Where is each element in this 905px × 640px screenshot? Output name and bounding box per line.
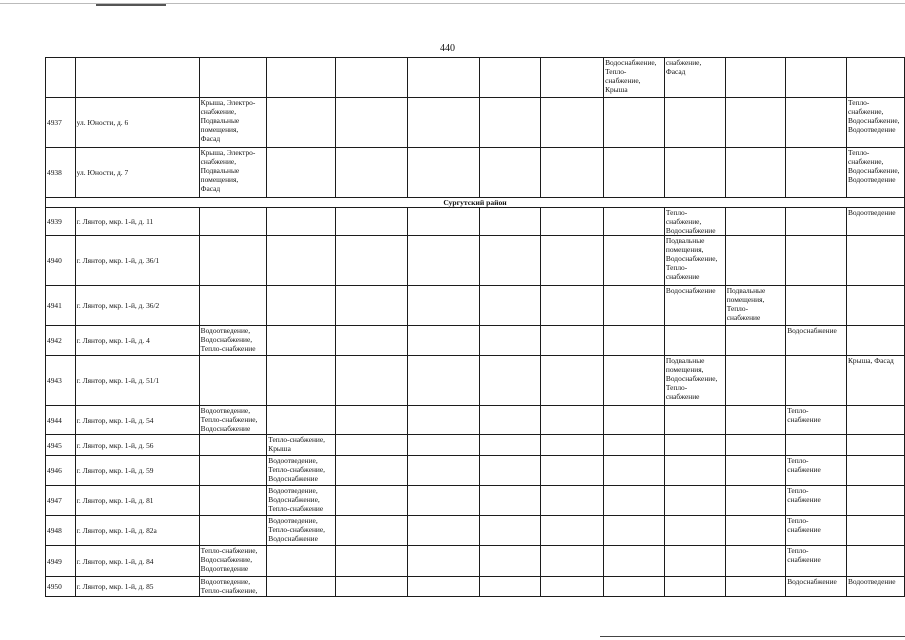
work-type-cell	[846, 326, 904, 356]
work-type-cell	[408, 435, 480, 456]
work-type-cell: Водоотведение, Тепло-снабжение,	[199, 577, 267, 597]
work-type-cell	[267, 577, 336, 597]
work-type-cell	[480, 456, 540, 486]
work-type-cell	[725, 356, 785, 406]
work-type-cell	[335, 208, 407, 236]
work-type-cell	[480, 98, 540, 148]
work-type-cell	[480, 546, 540, 577]
row-number: 4938	[46, 148, 76, 198]
work-type-cell	[604, 356, 665, 406]
work-type-cell	[480, 326, 540, 356]
work-type-cell	[540, 406, 603, 435]
work-type-cell	[846, 456, 904, 486]
work-type-cell	[335, 546, 407, 577]
work-type-cell	[725, 456, 785, 486]
work-type-cell: Водоотведение, Водоснабжение, Тепло-снабжение	[199, 326, 267, 356]
work-type-cell	[725, 546, 785, 577]
row-number: 4949	[46, 546, 76, 577]
work-type-cell: Водоотведение, Водоснабжение, Тепло-снабжение	[267, 486, 336, 516]
work-type-cell	[786, 236, 847, 286]
address-cell: г. Лянтор, мкр. 1-й, д. 81	[75, 486, 199, 516]
work-type-cell	[604, 98, 665, 148]
table-cell	[408, 58, 480, 98]
work-type-cell	[664, 435, 725, 456]
row-number: 4942	[46, 326, 76, 356]
work-type-cell	[408, 236, 480, 286]
work-type-cell	[846, 286, 904, 326]
work-type-cell	[786, 356, 847, 406]
row-number: 4946	[46, 456, 76, 486]
row-number: 4937	[46, 98, 76, 148]
work-type-cell	[786, 435, 847, 456]
work-type-cell	[664, 516, 725, 546]
work-type-cell: Водоснабжение	[786, 326, 847, 356]
top-scan-mark	[96, 4, 166, 6]
table-cell	[540, 58, 603, 98]
work-type-cell	[480, 208, 540, 236]
work-type-cell	[664, 577, 725, 597]
work-type-cell	[846, 406, 904, 435]
table-cell	[267, 58, 336, 98]
work-type-cell	[664, 326, 725, 356]
table-row	[46, 516, 905, 546]
work-type-cell	[480, 148, 540, 198]
register-table	[45, 57, 905, 597]
work-type-cell	[725, 148, 785, 198]
work-type-cell	[604, 546, 665, 577]
work-type-cell	[540, 326, 603, 356]
work-type-cell	[846, 236, 904, 286]
work-type-cell: Водоснабжение	[664, 286, 725, 326]
table-row	[46, 456, 905, 486]
work-type-cell: Тепло- снабжение	[786, 516, 847, 546]
work-type-cell	[604, 148, 665, 198]
work-type-cell	[199, 286, 267, 326]
work-type-cell	[199, 236, 267, 286]
work-type-cell: Водоотведение, Тепло-снабжение, Водоснабжение	[267, 456, 336, 486]
work-type-cell	[846, 516, 904, 546]
work-type-cell	[725, 236, 785, 286]
table-row	[46, 236, 905, 286]
work-type-cell	[725, 98, 785, 148]
work-type-cell	[725, 516, 785, 546]
work-type-cell	[408, 546, 480, 577]
table-cell: Водоснабжение, Тепло- снабжение, Крыша	[604, 58, 665, 98]
work-type-cell	[540, 286, 603, 326]
row-number: 4947	[46, 486, 76, 516]
work-type-cell	[408, 326, 480, 356]
table-row	[46, 208, 905, 236]
table-row	[46, 148, 905, 198]
work-type-cell: Тепло-снабжение, Водоснабжение, Водоотведение	[199, 546, 267, 577]
work-type-cell	[408, 516, 480, 546]
row-number: 4944	[46, 406, 76, 435]
work-type-cell	[664, 98, 725, 148]
work-type-cell	[846, 546, 904, 577]
work-type-cell	[335, 486, 407, 516]
work-type-cell	[408, 486, 480, 516]
table-row	[46, 286, 905, 326]
work-type-cell	[540, 546, 603, 577]
table-row	[46, 406, 905, 435]
work-type-cell: Подвальные помещения, Водоснабжение, Тепло- снабжение	[664, 356, 725, 406]
work-type-cell	[267, 148, 336, 198]
work-type-cell	[335, 435, 407, 456]
work-type-cell	[480, 486, 540, 516]
row-number: 4940	[46, 236, 76, 286]
address-cell: г. Лянтор, мкр. 1-й, д. 84	[75, 546, 199, 577]
work-type-cell: Тепло- снабжение	[786, 406, 847, 435]
work-type-cell: Тепло- снабжение	[786, 456, 847, 486]
work-type-cell: Тепло- снабжение	[786, 546, 847, 577]
work-type-cell	[604, 326, 665, 356]
work-type-cell	[604, 516, 665, 546]
work-type-cell	[664, 546, 725, 577]
address-cell: г. Лянтор, мкр. 1-й, д. 85	[75, 577, 199, 597]
work-type-cell: Крыша, Электро- снабжение, Подвальные помещения, Фасад	[199, 148, 267, 198]
work-type-cell	[540, 516, 603, 546]
work-type-cell	[408, 406, 480, 435]
work-type-cell	[540, 577, 603, 597]
work-type-cell	[267, 356, 336, 406]
work-type-cell	[540, 98, 603, 148]
work-type-cell	[604, 286, 665, 326]
work-type-cell	[267, 326, 336, 356]
work-type-cell: Водоотведение	[846, 208, 904, 236]
work-type-cell	[846, 435, 904, 456]
work-type-cell	[604, 236, 665, 286]
table-cell	[786, 58, 847, 98]
address-cell: г. Лянтор, мкр. 1-й, д. 51/1	[75, 356, 199, 406]
work-type-cell	[335, 356, 407, 406]
work-type-cell	[408, 286, 480, 326]
work-type-cell	[480, 406, 540, 435]
work-type-cell	[335, 326, 407, 356]
work-type-cell	[725, 406, 785, 435]
work-type-cell: Тепло- снабжение, Водоснабжение, Водоотведение	[846, 148, 904, 198]
address-cell: г. Лянтор, мкр. 1-й, д. 54	[75, 406, 199, 435]
table-cell	[75, 58, 199, 98]
work-type-cell	[408, 208, 480, 236]
work-type-cell	[846, 486, 904, 516]
work-type-cell	[540, 486, 603, 516]
work-type-cell	[480, 356, 540, 406]
address-cell: г. Лянтор, мкр. 1-й, д. 59	[75, 456, 199, 486]
address-cell: г. Лянтор, мкр. 1-й, д. 36/1	[75, 236, 199, 286]
work-type-cell	[408, 577, 480, 597]
table-row	[46, 98, 905, 148]
work-type-cell: Крыша, Фасад	[846, 356, 904, 406]
work-type-cell	[540, 456, 603, 486]
continued-row	[46, 58, 905, 98]
work-type-cell	[725, 577, 785, 597]
work-type-cell	[267, 286, 336, 326]
row-number: 4950	[46, 577, 76, 597]
work-type-cell: Тепло-снабжение, Крыша	[267, 435, 336, 456]
work-type-cell	[480, 577, 540, 597]
work-type-cell: Тепло- снабжение, Водоснабжение	[664, 208, 725, 236]
work-type-cell	[267, 98, 336, 148]
work-type-cell: Тепло- снабжение, Водоснабжение, Водоотведение	[846, 98, 904, 148]
work-type-cell	[199, 516, 267, 546]
row-number: 4941	[46, 286, 76, 326]
region-title: Сургутский район	[46, 198, 905, 208]
table-row	[46, 546, 905, 577]
table-cell	[46, 58, 76, 98]
work-type-cell	[480, 236, 540, 286]
work-type-cell	[199, 356, 267, 406]
bottom-scan-line	[600, 636, 905, 637]
work-type-cell: Подвальные помещения, Водоснабжение, Тепло- снабжение	[664, 236, 725, 286]
work-type-cell	[540, 148, 603, 198]
work-type-cell: Водоотведение, Тепло-снабжение, Водоснабжение	[267, 516, 336, 546]
work-type-cell	[199, 486, 267, 516]
address-cell: г. Лянтор, мкр. 1-й, д. 4	[75, 326, 199, 356]
work-type-cell	[408, 148, 480, 198]
row-number: 4943	[46, 356, 76, 406]
address-cell: ул. Юности, д. 7	[75, 148, 199, 198]
work-type-cell	[335, 577, 407, 597]
work-type-cell	[267, 406, 336, 435]
work-type-cell: Водоотведение, Тепло-снабжение, Водоснабжение	[199, 406, 267, 435]
row-number: 4945	[46, 435, 76, 456]
work-type-cell	[335, 286, 407, 326]
work-type-cell: Крыша, Электро- снабжение, Подвальные помещения, Фасад	[199, 98, 267, 148]
work-type-cell	[604, 577, 665, 597]
table-cell	[846, 58, 904, 98]
work-type-cell	[664, 148, 725, 198]
work-type-cell	[786, 98, 847, 148]
work-type-cell	[335, 406, 407, 435]
work-type-cell	[335, 98, 407, 148]
work-type-cell	[725, 208, 785, 236]
table-cell	[725, 58, 785, 98]
table-row	[46, 435, 905, 456]
table-row	[46, 486, 905, 516]
row-number: 4939	[46, 208, 76, 236]
address-cell: г. Лянтор, мкр. 1-й, д. 36/2	[75, 286, 199, 326]
table-row	[46, 326, 905, 356]
work-type-cell	[480, 435, 540, 456]
work-type-cell	[335, 148, 407, 198]
work-type-cell	[480, 286, 540, 326]
work-type-cell: Тепло- снабжение	[786, 486, 847, 516]
work-type-cell	[408, 98, 480, 148]
work-type-cell	[335, 456, 407, 486]
work-type-cell	[786, 286, 847, 326]
table-cell	[335, 58, 407, 98]
work-type-cell	[604, 406, 665, 435]
address-cell: г. Лянтор, мкр. 1-й, д. 56	[75, 435, 199, 456]
work-type-cell	[540, 236, 603, 286]
work-type-cell: Водоотведение	[846, 577, 904, 597]
row-number: 4948	[46, 516, 76, 546]
address-cell: г. Лянтор, мкр. 1-й, д. 82а	[75, 516, 199, 546]
address-cell: ул. Юности, д. 6	[75, 98, 199, 148]
work-type-cell	[664, 406, 725, 435]
work-type-cell	[267, 236, 336, 286]
work-type-cell	[480, 516, 540, 546]
work-type-cell	[604, 435, 665, 456]
work-type-cell	[786, 148, 847, 198]
work-type-cell: Водоснабжение	[786, 577, 847, 597]
work-type-cell	[408, 456, 480, 486]
work-type-cell	[335, 516, 407, 546]
table-cell: снабжение, Фасад	[664, 58, 725, 98]
work-type-cell	[725, 326, 785, 356]
region-row	[46, 198, 905, 208]
work-type-cell	[199, 456, 267, 486]
work-type-cell	[664, 456, 725, 486]
work-type-cell	[540, 435, 603, 456]
address-cell: г. Лянтор, мкр. 1-й, д. 11	[75, 208, 199, 236]
work-type-cell: Подвальные помещения, Тепло- снабжение	[725, 286, 785, 326]
table-cell	[480, 58, 540, 98]
work-type-cell	[540, 356, 603, 406]
work-type-cell	[267, 546, 336, 577]
work-type-cell	[267, 208, 336, 236]
work-type-cell	[786, 208, 847, 236]
table-row	[46, 356, 905, 406]
work-type-cell	[408, 356, 480, 406]
work-type-cell	[335, 236, 407, 286]
work-type-cell	[199, 208, 267, 236]
work-type-cell	[604, 486, 665, 516]
work-type-cell	[604, 456, 665, 486]
work-type-cell	[199, 435, 267, 456]
table-row	[46, 577, 905, 597]
work-type-cell	[664, 486, 725, 516]
work-type-cell	[725, 486, 785, 516]
work-type-cell	[540, 208, 603, 236]
page-number: 440	[440, 43, 455, 54]
work-type-cell	[725, 435, 785, 456]
work-type-cell	[604, 208, 665, 236]
table-cell	[199, 58, 267, 98]
